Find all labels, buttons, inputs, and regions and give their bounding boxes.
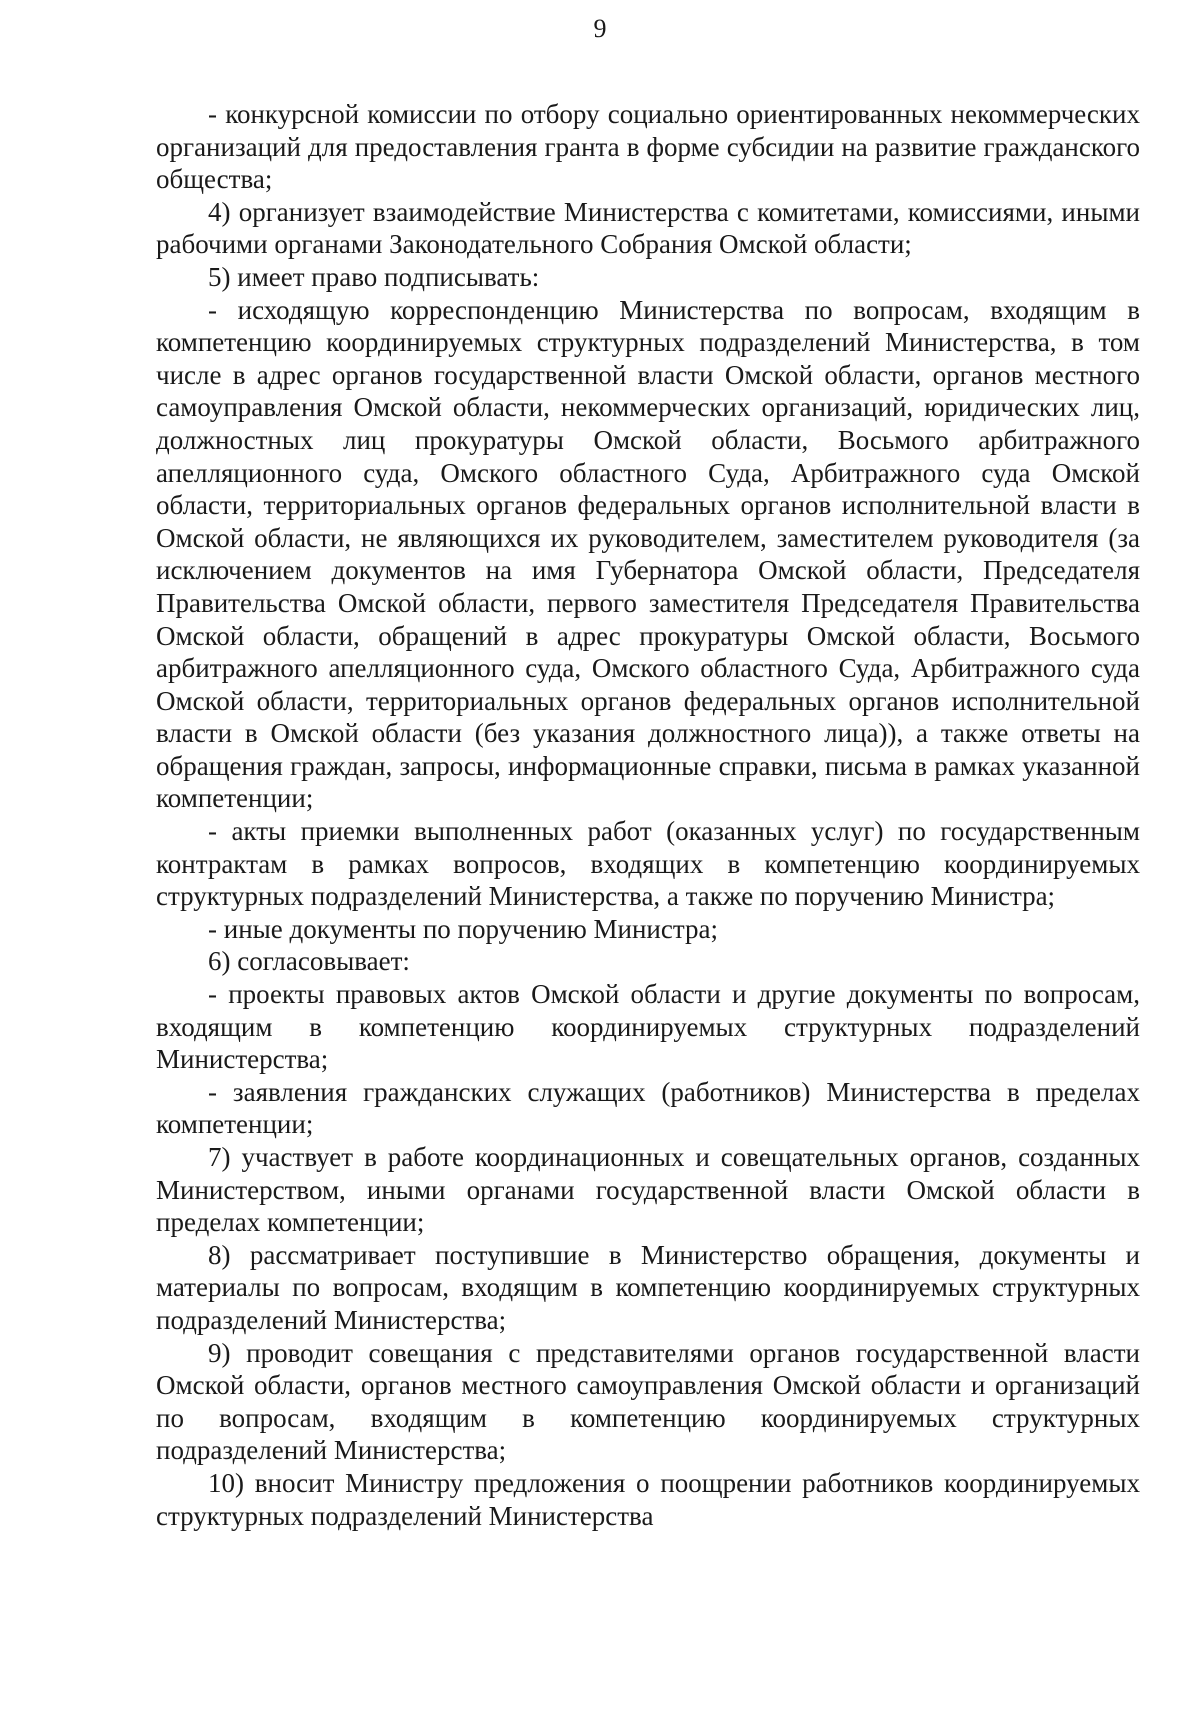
paragraph-item-9: 9) проводит совещания с представителями органов государственной власти Омской области, органов местного самоуправления Омской области и организаций по вопросам, входящим в компетенцию координируемых структурных подразделений Министерства;	[156, 1337, 1140, 1466]
page-number: 9	[593, 14, 607, 43]
paragraph-item-10: 10) вносит Министру предложения о поощрении работников координируемых структурных подразделений Министерства	[156, 1467, 1140, 1531]
paragraph-item-7: 7) участвует в работе координационных и совещательных органов, созданных Министерством, иными органами государственной власти Омской области в пределах компетенции;	[156, 1142, 1140, 1238]
document-body	[156, 98, 1140, 1532]
paragraph-item-4: 4) организует взаимодействие Министерства с комитетами, комиссиями, иными рабочими органами Законодательного Собрания Омской области;	[156, 196, 1140, 260]
paragraph-item-5: 5) имеет право подписывать:	[208, 261, 540, 292]
paragraph-draft-acts: - проекты правовых актов Омской области и другие документы по вопросам, входящим в компетенцию координируемых структурных подразделений Министерства;	[156, 979, 1140, 1075]
paragraph-item-6: 6) согласовывает:	[208, 946, 410, 977]
paragraph-employee-statements: - заявления гражданских служащих (работников) Министерства в пределах компетенции;	[156, 1076, 1140, 1140]
paragraph-other-documents: - иные документы по поручению Министра;	[208, 913, 718, 944]
paragraph-item-8: 8) рассматривает поступившие в Министерство обращения, документы и материалы по вопросам, входящим в компетенцию координируемых структурных подразделений Министерства;	[156, 1239, 1140, 1335]
paragraph-commission: - конкурсной комиссии по отбору социально ориентированных некоммерческих организаций для предоставления гранта в форме субсидии на развитие гражданского общества;	[156, 99, 1140, 195]
paragraph-outgoing-correspondence: - исходящую корреспонденцию Министерства по вопросам, входящим в компетенцию координируемых структурных подразделений Министерства, в том числе в адрес органов государственной власти Омской области, органов местного самоуправления Омской области, некоммерческих организаций, юридических лиц, должностных лиц прокуратуры Омской области, Восьмого арбитражного апелляционного суда, Омского областного Суда, Арбитражного суда Омской области, территориальных органов федеральных органов исполнительной власти в Омской области, не являющихся их руководителем, заместителем руководителя (за исключением документов на имя Губернатора Омской области, Председателя Правительства Омской области, первого заместителя Председателя Правительства Омской области, обращений в адрес прокуратуры Омской области, Восьмого арбитражного апелляционного суда, Омского областного Суда, Арбитражного суда Омской области, территориальных органов федеральных органов исполнительной власти в Омской области (без указания должностного лица)), а также ответы на обращения граждан, запросы, информационные справки, письма в рамках указанной компетенции;	[156, 294, 1140, 814]
paragraph-acceptance-acts: - акты приемки выполненных работ (оказанных услуг) по государственным контрактам в рамках вопросов, входящих в компетенцию координируемых структурных подразделений Министерства, а также по поручению Министра;	[156, 816, 1140, 912]
